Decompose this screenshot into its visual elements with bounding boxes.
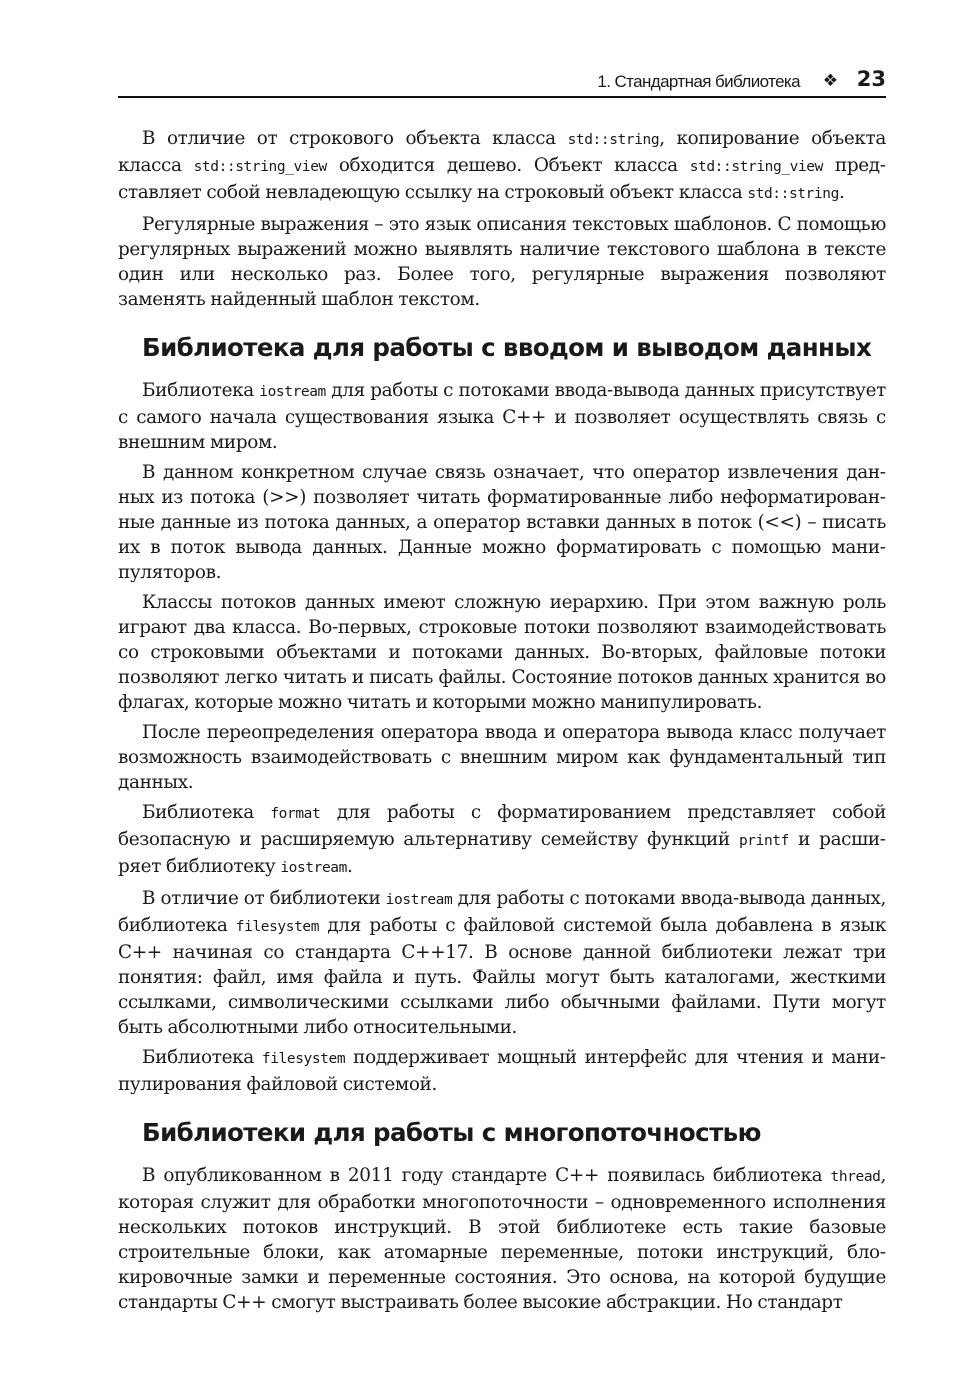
paragraph <box>118 460 886 585</box>
running-title: 1. Стандартная библиотека <box>597 72 800 91</box>
inline-code: filesystem <box>261 1051 346 1067</box>
text-run: для работы с потоками ввода-вывода данных присутствует с самого начала существования языка C++ и позволяет осуществлять связь с внешним миром. <box>118 380 886 453</box>
text-run: . <box>838 182 845 203</box>
paragraph <box>118 1163 886 1315</box>
text-run: Регулярные выражения – это язык описания текстовых шаблонов. С помощью регулярных выражений можно выявлять наличие текстового шаблона в тексте один или несколько раз. Более того, регулярные выражения позволяют заменять найденный шаблон текстом. <box>118 214 886 310</box>
inline-code: std::string <box>747 186 839 202</box>
paragraph <box>118 1045 886 1097</box>
text-run: В отличие от строкового объекта класса <box>142 128 568 149</box>
text-run: для работы с файловой системой была добавлена в язык C++ начиная со стандарта C++17. В основе данной библиотеки лежат три понятия: файл, имя файла и путь. Файлы могут быть каталогами, жесткими ссылками, символическими ссылками либо обычными файлами. Пути могут быть абсолютными либо относительными. <box>118 915 886 1038</box>
text-run: Библиотека <box>142 380 260 401</box>
page-number: 23 <box>856 67 886 91</box>
paragraph <box>118 126 886 207</box>
ornament-icon: ❖ <box>822 71 838 91</box>
text-run: , которая служит для обработки многопоточности – одновременного исполнения нескольких потоков инструкций. В этой библиотеке есть такие базовые строительные блоки, как атомарные переменные, потоки инструкций, блокировочные замки и переменные состояния. Это основа, на которой будущие стандарты C++ смогут выстраивать более высокие абстракции. Но стандарт <box>118 1165 886 1313</box>
inline-code: std::string_view <box>193 159 327 175</box>
text-run: После переопределения оператора ввода и оператора вывода класс получает возможность взаимодействовать с внешним миром как фундаментальный тип данных. <box>118 722 886 793</box>
text-run: для работы с потоками ввода-вывода данных, библиотека <box>118 888 886 936</box>
inline-code: std::string_view <box>689 159 823 175</box>
paragraph <box>118 720 886 795</box>
text-run: для работы с форматированием представляет собой безопасную и расширяемую альтернативу семейству функций <box>118 802 886 850</box>
text-run: представляет собой невладеющую ссылку на строковый объект класса <box>118 155 886 203</box>
text-run: и расширяет библиотеку <box>118 829 887 877</box>
text-run: Классы потоков данных имеют сложную иерархию. При этом важную роль играют два класса. Во-первых, строковые потоки позволяют взаимодействовать со строковыми объектами и потоками данных. Во-вторых, файловые потоки позволяют легко читать и писать файлы. Состояние потоков данных хранится во флагах, которые можно читать и которыми можно манипулировать. <box>118 592 886 713</box>
inline-code: iostream <box>385 892 453 908</box>
inline-code: iostream <box>259 384 326 400</box>
text-run: В опубликованном в 2011 году стандарте C++ появилась библиотека <box>142 1165 831 1186</box>
paragraph <box>118 212 886 312</box>
text-run: Библиотека <box>142 802 271 823</box>
text-run: Библиотека <box>142 1047 262 1068</box>
text-run: В отличие от библиотеки <box>142 888 386 909</box>
inline-code: iostream <box>280 860 347 876</box>
page-body <box>118 126 886 1320</box>
text-run: , копирование объекта класса <box>118 128 886 176</box>
section-heading: Библиотеки для работы с многопоточностью <box>142 1118 761 1147</box>
text-run: обходится дешево. Объект класса <box>326 155 690 176</box>
inline-code: format <box>270 806 321 822</box>
inline-code: thread <box>830 1169 881 1185</box>
page-header <box>118 66 886 98</box>
paragraph <box>118 800 886 881</box>
text-run: . <box>346 856 353 877</box>
paragraph <box>118 590 886 715</box>
paragraph <box>118 886 886 1040</box>
inline-code: filesystem <box>235 919 320 935</box>
inline-code: printf <box>738 833 789 849</box>
inline-code: std::string <box>567 132 660 148</box>
section-heading: Библиотека для работы с вводом и выводом данных <box>142 333 872 362</box>
text-run: В данном конкретном случае связь означает, что оператор извлечения данных из потока (>>) позволяет читать форматированные либо неформатированные данные из потока данных, а оператор вставки данных в поток (<<) – писать их в поток вывода данных. Данные можно форматировать с помощью манипуляторов. <box>118 462 886 583</box>
text-run: поддерживает мощный интерфейс для чтения и манипулирования файловой системой. <box>118 1047 886 1095</box>
paragraph <box>118 378 886 455</box>
